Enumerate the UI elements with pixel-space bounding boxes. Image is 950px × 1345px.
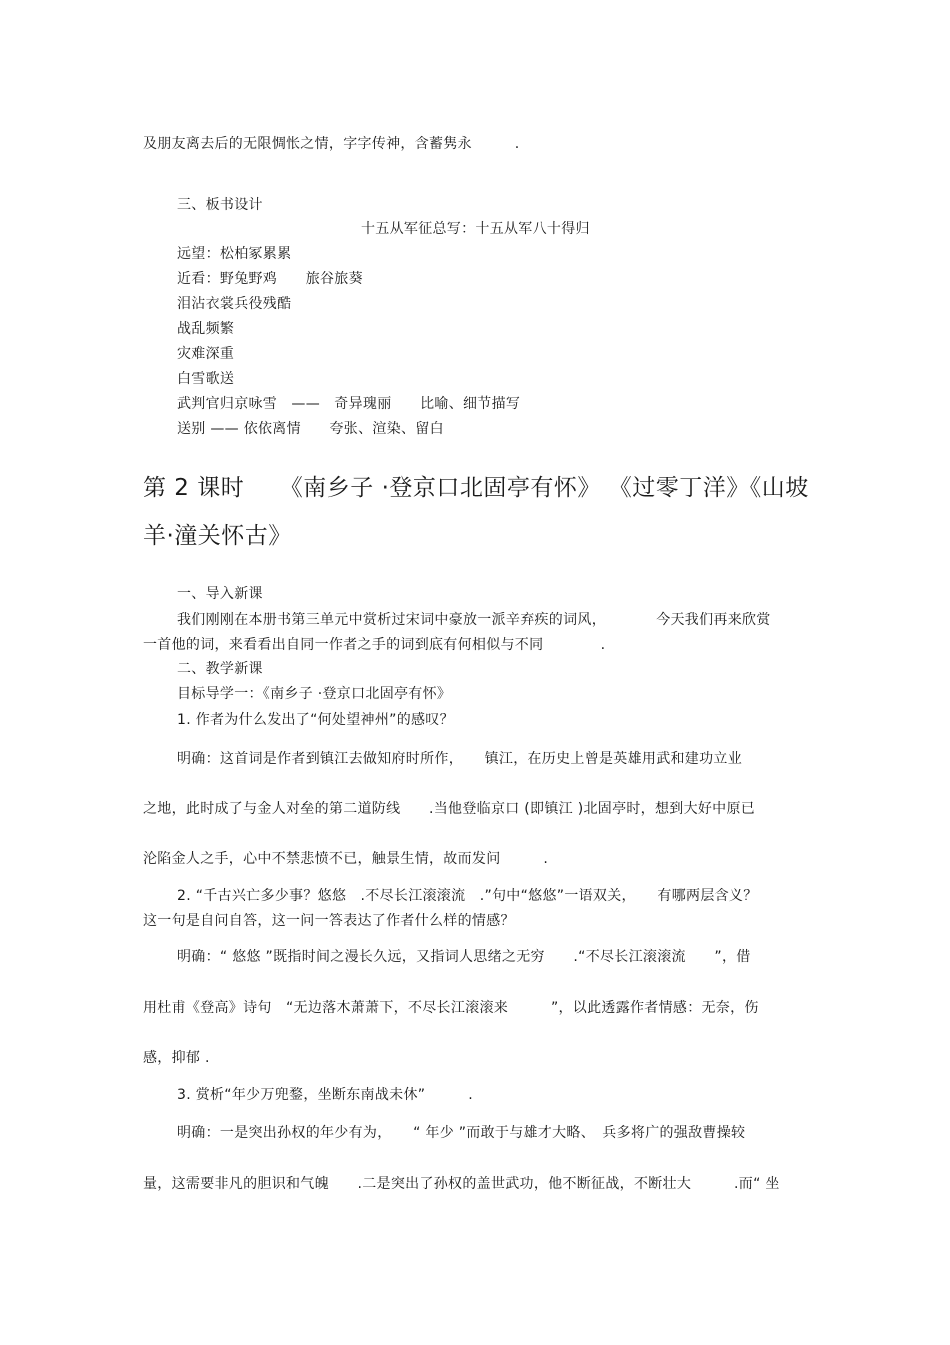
board-line-war: 战乱频繁 (177, 321, 235, 337)
answer-2-line-3: 感，抑郁 . (143, 1050, 210, 1066)
board-design-title: 十五从军征总写：十五从军八十得归 (361, 221, 590, 237)
question-3: 3. 赏析“年少万兜鍪，坐断东南战未休” . (177, 1087, 473, 1103)
board-line-snow-song: 白雪歌送 (177, 371, 235, 387)
board-line-far-view: 远望：松柏冢累累 (177, 246, 292, 262)
section-heading-new-lesson: 二、教学新课 (177, 661, 263, 677)
intro-paragraph-line-1: 我们刚刚在本册书第三单元中赏析过宋词中豪放一派辛弃疾的词风， 今天我们再来欣赏 (177, 612, 771, 628)
board-line-farewell: 送别 —— 依依离情 夸张、渲染、留白 (177, 421, 444, 437)
board-line-disaster: 灾难深重 (177, 346, 235, 362)
section-heading-board-design: 三、板书设计 (177, 197, 263, 213)
board-line-near-view: 近看：野兔野鸡 旅谷旅葵 (177, 271, 363, 287)
answer-2-line-1: 明确：“ 悠悠 ”既指时间之漫长久远，又指词人思绪之无穷 .“不尽长江滚滚流 ”，借 (177, 949, 751, 965)
answer-1-line-1: 明确：这首词是作者到镇江去做知府时所作， 镇江，在历史上曾是英雄用武和建功立业 (177, 751, 742, 767)
board-line-snow-chant: 武判官归京咏雪 —— 奇异瑰丽 比喻、细节描写 (177, 396, 521, 412)
board-line-tears: 泪沾衣裳兵役残酷 (177, 296, 292, 312)
answer-1-line-3: 沦陷金人之手，心中不禁悲愤不已，触景生情，故而发问 . (143, 851, 549, 867)
answer-1-line-2: 之地，此时成了与金人对垒的第二道防线 .当他登临京口 (即镇江 )北固亭时，想到大好中原已 (143, 801, 756, 817)
section-heading-intro: 一、导入新课 (177, 586, 263, 602)
lesson-heading-line-2: 羊·潼关怀古》 (143, 523, 292, 549)
intro-paragraph-line-2: 一首他的词，来看看出自同一作者之手的词到底有何相似与不同 . (143, 637, 606, 653)
goal-heading-one: 目标导学一：《南乡子 ·登京口北固亭有怀》 (177, 686, 452, 702)
question-2-line-1: 2. “千古兴亡多少事？悠悠 .不尽长江滚滚流 .”句中“悠悠”一语双关， 有哪两层含义？ (177, 888, 758, 904)
text-line-prev-summary: 及朋友离去后的无限惆怅之情，字字传神，含蓄隽永 . (143, 136, 520, 152)
answer-3-line-1: 明确：一是突出孙权的年少有为， “ 年少 ”而敢于与雄才大略、 兵多将广的强敌曹操较 (177, 1125, 746, 1141)
question-1: 1. 作者为什么发出了“何处望神州”的感叹？ (177, 712, 454, 728)
lesson-heading-line-1: 第 2 课时 《南乡子 ·登京口北固亭有怀》 《过零丁洋》《山坡 (143, 475, 809, 501)
question-2-line-2: 这一句是自问自答，这一问一答表达了作者什么样的情感？ (143, 913, 515, 929)
answer-3-line-2: 量，这需要非凡的胆识和气魄 .二是突出了孙权的盖世武功，他不断征战，不断壮大 .而“ 坐 (143, 1176, 780, 1192)
answer-2-line-2: 用杜甫《登高》诗句 “无边落木萧萧下，不尽长江滚滚来 ”，以此透露作者情感：无奈，伤 (143, 1000, 759, 1016)
